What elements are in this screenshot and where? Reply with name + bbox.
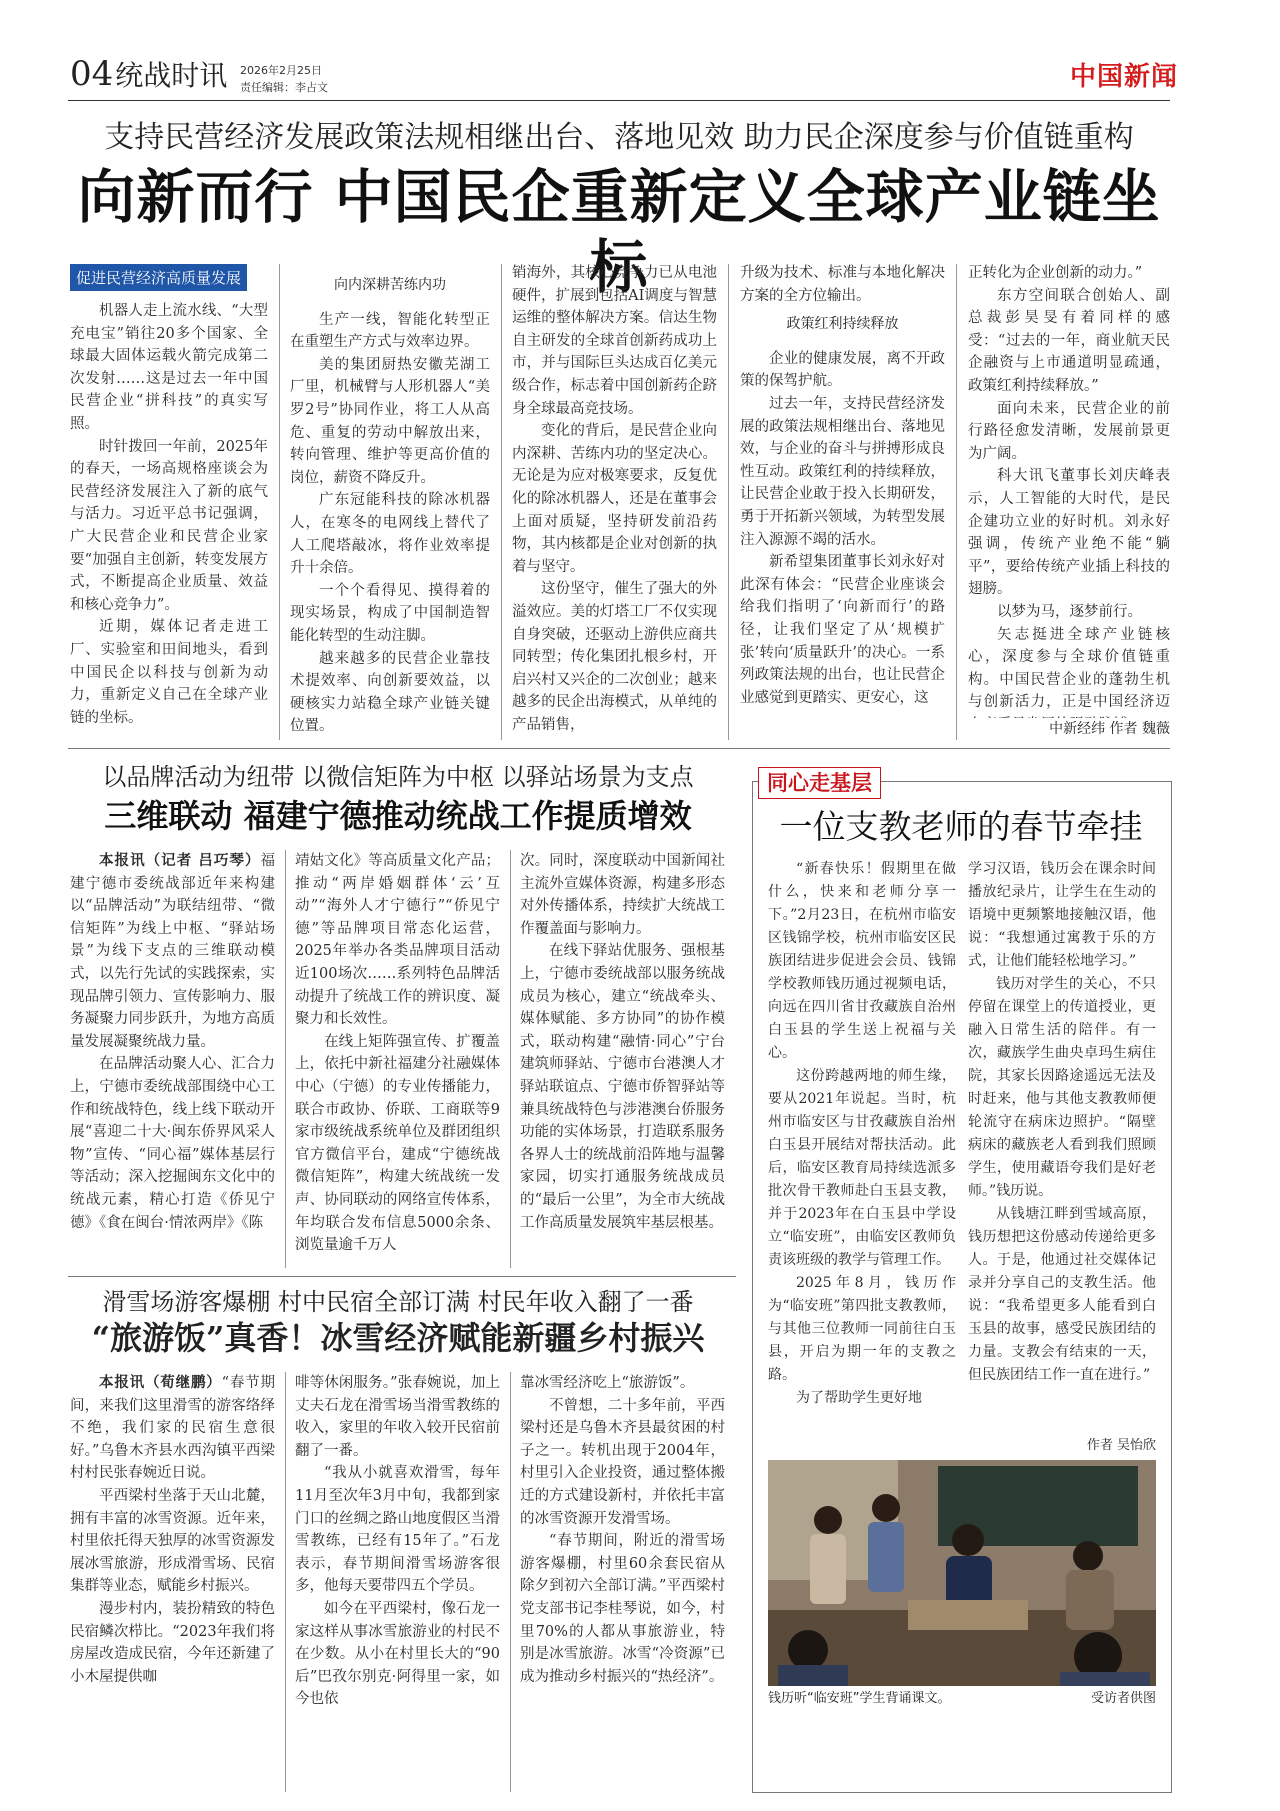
paragraph: 在线上矩阵强宣传、扩覆盖上，依托中新社福建分社融媒体中心（宁德）的专业传播能力，联合市政协、侨联、工商联等9家市级统战系统单位及群团组织官方微信平台，建成“宁德统战微信矩阵”，构建大统战统一发声、协同联动的网络宣传体系，年均联合发布信息5000余条、浏览量逾千万人 xyxy=(295,1033,500,1254)
column-divider xyxy=(285,850,286,1268)
editor-credit: 责任编辑：李占文 xyxy=(240,81,328,94)
paragraph-text: “春节期间，来我们这里滑雪的游客络绎不绝，我们家的民宿生意很好。”乌鲁木齐县水西沟镇平西梁村村民张春婉近日说。 xyxy=(70,1375,275,1482)
paragraph: 东方空间联合创始人、副总裁彭昊旻有着同样的感受：“过去的一年，商业航天民企融资与上市通道明显疏通，政策红利持续释放。” xyxy=(968,287,1170,394)
paragraph: 以梦为马，逐梦前行。 xyxy=(997,603,1142,620)
story1-column-1 xyxy=(70,300,268,740)
paragraph: 过去一年，支持民营经济发展的政策法规相继出台、落地见效，与企业的奋斗与拼搏形成良性互动。政策红利的持续释放，让民营企业敢于投入长期研发，勇于开拓新兴领域，为转型发展注入源源不竭的活水。 xyxy=(740,395,945,548)
story3-column-2 xyxy=(295,1372,500,1792)
story3-headline: “旅游饭”真香！冰雪经济赋能新疆乡村振兴 xyxy=(91,1319,705,1357)
photo-caption-row xyxy=(768,1690,1156,1708)
paragraph: 漫步村内，装扮精致的特色民宿鳞次栉比。“2023年我们将房屋改造成民宿，今年还新建了小木屋提供咖 xyxy=(70,1600,275,1685)
paragraph: 企业的健康发展，离不开政策的保驾护航。 xyxy=(740,350,945,390)
paragraph: 如今在平西梁村，像石龙一家这样从事冰雪旅游业的村民不在少数。从小在村里长大的“90后”巴孜尔别克·阿得里一家，如今也依 xyxy=(295,1600,500,1708)
story1-column-4 xyxy=(740,262,945,740)
paragraph xyxy=(70,1372,275,1485)
publication-date: 2026年2月25日 xyxy=(240,64,322,77)
column-divider xyxy=(285,1372,286,1792)
sidebar-column-1 xyxy=(768,858,956,1448)
classroom-photo-illustration xyxy=(768,1460,1156,1686)
paragraph: 在品牌活动聚人心、汇合力上，宁德市委统战部围绕中心工作和统战特色，线上线下联动开展“喜迎二十大·闽东侨界风采人物”宣传、“同心福”媒体基层行等活动；深入挖掘闽东文化中的统战元素，精心打造《侨见宁德》《食在闽台·情浓两岸》《陈 xyxy=(70,1056,275,1231)
paragraph: “新春快乐！假期里在做什么，快来和老师分享一下。”2月23日，在杭州市临安区钱锦学校，杭州市临安区民族团结进步促进会会员、钱锦学校教师钱历通过视频电话，向远在四川省甘孜藏族自治州白玉县的学生送上祝福与关心。 xyxy=(768,861,956,1061)
story1-column-2 xyxy=(290,268,490,740)
paragraph: 新希望集团董事长刘永好对此深有体会：“民营企业座谈会给我们指明了‘向新而行’的路径，让我们坚定了从‘规模扩张’转向‘质量跃升’的决心。一系列政策法规的出台，也让民营企业感觉到更踏实、更安心，这 xyxy=(740,554,945,706)
story1-subhead-b: 政策红利持续释放 xyxy=(786,316,899,333)
page-number: 04 xyxy=(70,54,114,94)
story1-subhead-a: 向内深耕苦练内功 xyxy=(334,277,446,293)
paragraph: 平西梁村坐落于天山北麓，拥有丰富的冰雪资源。近年来，村里依托得天独厚的冰雪资源发展冰雪旅游，形成滑雪场、民宿集群等业态，赋能乡村振兴。 xyxy=(70,1487,275,1595)
story1-column-3 xyxy=(512,262,717,740)
paragraph: 靠冰雪经济吃上“旅游饭”。 xyxy=(520,1375,695,1391)
column-divider xyxy=(956,264,957,740)
paragraph: 面向未来，民营企业的前行路径愈发清晰，发展前景更为广阔。 xyxy=(968,400,1170,462)
paragraph xyxy=(70,850,275,1053)
paragraph: 近期，媒体记者走进工厂、实验室和田间地头，看到中国民企以科技与创新为动力，重新定义自己在全球产业链的坐标。 xyxy=(70,619,268,726)
story2-column-1 xyxy=(70,850,275,1268)
story2-kicker: 以品牌活动为纽带 以微信矩阵为中枢 以驿站场景为支点 xyxy=(102,763,694,791)
paragraph: 正转化为企业创新的动力。” xyxy=(968,265,1143,281)
paragraph: 矢志挺进全球产业链核心，深度参与全球价值链重构。中国民营企业的蓬勃生机与创新活力，正是中国经济迈 xyxy=(968,626,1170,711)
paragraph: 不曾想，二十多年前，平西梁村还是乌鲁木齐县最贫困的村子之一。转机出现于2004年，村里引入企业投资，通过整体搬迁的方式建设新村，并依托丰富的冰雪资源开发滑雪场。 xyxy=(520,1397,725,1527)
story2-column-3 xyxy=(520,850,725,1268)
paragraph: 啡等休闲服务。”张春婉说，加上丈夫石龙在滑雪场当滑雪教练的收入，家里的年收入较开民宿前翻了一番。 xyxy=(295,1375,500,1459)
newspaper-logo: 中国新闻 xyxy=(1070,62,1179,92)
paragraph: 这份跨越两地的师生缘，要从2021年说起。当时，杭州市临安区与甘孜藏族自治州白玉县开展结对帮扶活动。此后，临安区教育局持续选派多批次骨干教师赴白玉县支教，并于2023年在白玉县中学设立“临安班”，由临安区教师负责该班级的教学与管理工作。 xyxy=(768,1068,956,1268)
masthead-divider xyxy=(68,100,1170,101)
paragraph: 靖姑文化》等高质量文化产品；推动“两岸婚姻群体‘云’互动”“海外人才宁德行”“侨见宁德”等品牌项目常态化运营，2025年举办各类品牌项目活动近100场次……系列特色品牌活动提升了统战工作的辨识度、凝聚力和长效性。 xyxy=(295,853,500,1028)
photo-caption: 钱历听“临安班”学生背诵课文。 xyxy=(768,1691,951,1706)
sidebar-tag: 同心走基层 xyxy=(758,767,881,799)
paragraph: 时针拨回一年前，2025年的春天，一场高规格座谈会为民营经济发展注入了新的底气与活力。习近平总书记强调，广大民营企业和民营企业家要“加强自主创新，转变发展方式，不断提高企业质量、效益和核心竞争力”。 xyxy=(70,438,268,613)
section-divider xyxy=(68,1276,736,1277)
paragraph: 次。同时，深度联动中国新闻社主流外宣媒体资源，构建多形态对外传播体系，持续扩大统战工作覆盖面与影响力。 xyxy=(520,853,725,937)
page-header xyxy=(70,54,227,96)
paragraph: 钱历对学生的关心，不只停留在课堂上的传道授业，更融入日常生活的陪伴。有一次，藏族学生曲央卓玛生病住院，其家长因路途遥远无法及时赶来，他与其他支教教师便轮流守在病床边照护。“隔壁病床的藏族老人看到我们照顾学生，使用藏语夸我们是好老师。”钱历说。 xyxy=(968,976,1156,1199)
story3-byline: 本报讯（荀继鹏） xyxy=(99,1375,222,1391)
story3-kicker: 滑雪场游客爆棚 村中民宿全部订满 村民年收入翻了一番 xyxy=(102,1288,694,1316)
paragraph: 广东冠能科技的除冰机器人，在寒冬的电网线上替代了人工爬塔敲冰，将作业效率提升十余倍。 xyxy=(290,492,490,577)
story3-column-3 xyxy=(520,1372,725,1792)
paragraph: 美的集团厨热安徽芜湖工厂里，机械臂与人形机器人“美罗2号”协同作业，将工人从高危、重复的劳动中解放出来，转向管理、维护等更高价值的岗位，薪资不降反升。 xyxy=(290,356,490,486)
story2-headline: 三维联动 福建宁德推动统战工作提质增效 xyxy=(104,797,692,835)
paragraph: 销海外，其核心竞争力已从电池硬件，扩展到包括AI调度与智慧运维的整体解决方案。信达生物自主研发的全球首创新药成功上市，并与国际巨头达成百亿美元级合作，标志着中国创新药企跻身全球最高竞技场。 xyxy=(512,265,717,417)
paragraph: “我从小就喜欢滑雪，每年11月至次年3月中旬，我都到家门口的丝绸之路山地度假区当滑雪教练，已经有15年了。”石龙表示，春节期间滑雪场游客很多，他每天要带四五个学员。 xyxy=(295,1465,500,1595)
story1-column-5 xyxy=(968,262,1170,718)
story1-kicker: 支持民营经济发展政策法规相继出台、落地见效 助力民企深度参与价值链重构 xyxy=(104,120,1134,155)
story1-section-tag: 促进民营经济高质量发展 xyxy=(70,264,247,291)
paragraph xyxy=(290,738,490,740)
sidebar-headline: 一位支教老师的春节牵挂 xyxy=(779,807,1143,846)
column-divider xyxy=(728,264,729,740)
classroom-photo xyxy=(768,1460,1156,1686)
paragraph: 在线下驿站优服务、强根基上，宁德市委统战部以服务统战成员为核心，建立“统战牵头、媒体赋能、多方协同”的协作模式，联动构建“融情·同心”宁台建筑师驿站、宁德市台港澳人才驿站联谊点、宁德市侨智驿站等兼具统战特色与涉港澳台侨服务功能的实体场景，打造联系服务各界人士的统战前沿阵地与温馨家园，切实打通服务统战成员的“最后一公里”，为全市大统战工作高质量发展筑牢基层根基。 xyxy=(520,943,725,1231)
paragraph: “春节期间，附近的滑雪场游客爆棚，村里60余套民宿从除夕到初六全部订满。”平西梁村党支部书记李桂琴说，如今，村里70%的人都从事旅游业，特别是冰雪旅游。冰雪“冷资源”已成为推动乡村振兴的“热经济”。 xyxy=(520,1533,725,1685)
paragraph: 升级为技术、标准与本地化解决方案的全方位输出。 xyxy=(740,265,945,304)
story1-byline: 中新经纬 作者 魏薇 xyxy=(1049,721,1170,737)
photo-credit: 受访者供图 xyxy=(1090,1691,1156,1706)
paragraph: 越来越多的民营企业靠技术提效率、向创新要效益，以硬核实力站稳全球产业链关键位置。 xyxy=(290,650,490,735)
column-divider xyxy=(510,850,511,1268)
column-divider xyxy=(510,1372,511,1792)
story2-column-2 xyxy=(295,850,500,1268)
story2-byline: 本报讯（记者 吕巧琴） xyxy=(99,853,261,869)
paragraph: 一个个看得见、摸得着的现实场景，构成了中国制造智能化转型的生动注脚。 xyxy=(290,582,490,644)
paragraph: 学习汉语，钱历会在课余时间播放纪录片，让学生在生动的语境中更频繁地接触汉语，他说：“我想通过寓教于乐的方式，让他们能轻松地学习。” xyxy=(968,861,1156,969)
section-divider xyxy=(68,748,1170,749)
paragraph: 为了帮助学生更好地 xyxy=(796,1390,922,1406)
paragraph: 变化的背后，是民营企业向内深耕、苦练内功的坚定决心。无论是为应对极寒要求，反复优化的除冰机器人，还是在董事会上面对质疑，坚持研发前沿药物，其内核都是企业对创新的执着与坚守。 xyxy=(512,423,717,575)
paragraph: 这份坚守，催生了强大的外溢效应。美的灯塔工厂不仅实现自身突破，还驱动上游供应商共同转型；传化集团扎根乡村，开启兴村又兴企的二次创业；越来越多的民企出海模式，从单纯的产品销售， xyxy=(512,581,717,733)
sidebar-column-2 xyxy=(968,858,1156,1433)
story1-headline: 向新而行 中国民企重新定义全球产业链坐标 xyxy=(77,163,1161,301)
story3-column-1 xyxy=(70,1372,275,1792)
paragraph: 2025年8月，钱历作为“临安班”第四批支教教师，与其他三位教师一同前往白玉县，开启为期一年的支教之路。 xyxy=(768,1275,956,1383)
section-name: 统战时讯 xyxy=(115,59,228,92)
column-divider xyxy=(501,264,502,740)
column-divider xyxy=(279,264,280,740)
paragraph: 生产一线，智能化转型正在重塑生产方式与效率边界。 xyxy=(290,311,490,351)
paragraph: 机器人走上流水线、“大型充电宝”销往20多个国家、全球最大固体运载火箭完成第二次发射……这是过去一年中国民营企业“拼科技”的真实写照。 xyxy=(70,303,268,432)
paragraph: 从钱塘江畔到雪域高原，钱历想把这份感动传递给更多人。于是，他通过社交媒体记录并分享自己的支教生活。他说：“我希望更多人能看到白玉县的故事，感受民族团结的力量。支教会有结束的一天，但民族团结工作一直在进行。” xyxy=(968,1206,1156,1383)
paragraph: 科大讯飞董事长刘庆峰表示，人工智能的大时代，是民企建功立业的好时机。刘永好强调，传统产业绝不能“躺平”，要给传统产业插上科技的翅膀。 xyxy=(968,468,1170,598)
sidebar-byline: 作者 吴怡欣 xyxy=(1086,1438,1156,1453)
paragraph-text: 福建宁德市委统战部近年来构建以“品牌活动”为联结纽带、“微信矩阵”为线上中枢、“驿站场景”为线下支点的三维联动模式，以先行先试的实践探索，实现品牌引领力、宣传影响力、服务凝聚力同步跃升，为地方高质量发展凝聚统战力量。 xyxy=(70,853,275,1050)
